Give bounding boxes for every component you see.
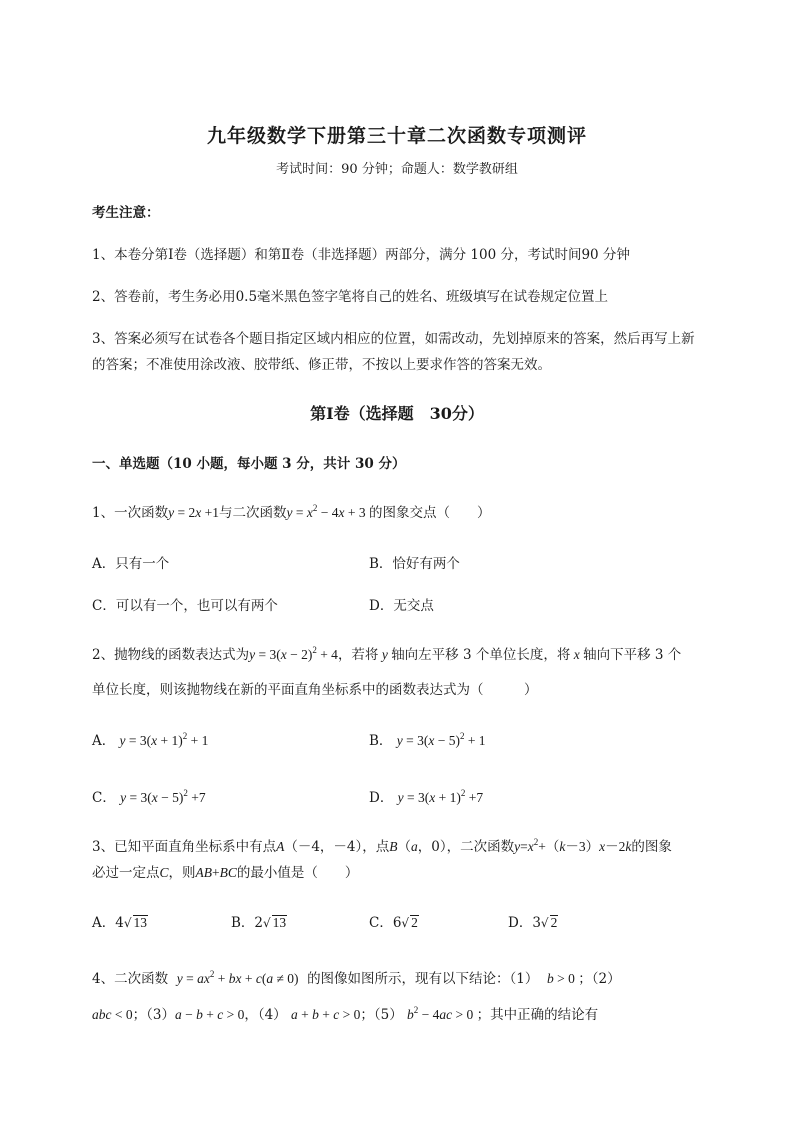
question-3-option-a: A．4√ 13 (92, 915, 147, 931)
notice-item-3-line-1: 3、答案必须写在试卷各个题目指定区域内相应的位置，如需改动，先划掉原来的答案，然后再写上新 (92, 331, 695, 347)
question-2-option-c: C． $y = 3(x - 5)^2 +7$ (92, 788, 206, 806)
question-3-option-d: D．3√ 2 (508, 915, 558, 931)
question-3-option-c: C．6√ 2 (369, 915, 418, 931)
question-3-option-b: B．2√ 13 (231, 915, 287, 931)
document-title: 九年级数学下册第三十章二次函数专项测评 (206, 125, 587, 147)
question-4-stem-line-2: abc < 0；（3）a − b + c > 0，（4） a + b + c > 0；（5） $b^2 - 4ac > 0$ ；其中正确的结论有 (92, 1005, 599, 1023)
question-2-stem-line-1: 2、抛物线的函数表达式为$y = 3(x - 2)^2 + 4$，若将 y 轴向左平移 3 个单位长度，将 x 轴向下平移 3 个 (92, 645, 682, 663)
part-heading: 一、单选题（10 小题，每小题 3 分，共计 30 分） (92, 456, 406, 472)
document-subtitle: 考试时间：90 分钟；命题人：数学教研组 (276, 162, 518, 177)
question-2-option-b: B． $y = 3(x - 5)^2 + 1$ (369, 731, 486, 749)
question-1-option-a: A．只有一个 (92, 556, 170, 572)
notice-item-2: 2、答卷前，考生务必用0.5毫米黑色签字笔将自己的姓名、班级填写在试卷规定位置上 (92, 289, 609, 305)
question-1-option-b: B．恰好有两个 (369, 556, 460, 572)
question-3-stem-line-2: 必过一定点C，则AB+BC的最小值是（ ） (92, 865, 359, 881)
question-1-stem: 1、一次函数y = 2x +1与二次函数$y = x^2 - 4x + 3$ 的图象交点（ ） (92, 503, 491, 521)
question-3-stem-line-1: 3、已知平面直角坐标系中有点A（－4，－4），点B（a，0），二次函数$y=x^2+(k-3)x-2k$的图象 (92, 837, 672, 855)
notice-item-1: 1、本卷分第Ⅰ卷（选择题）和第Ⅱ卷（非选择题）两部分，满分 100 分，考试时间90 分钟 (92, 247, 630, 263)
question-4-stem-line-1: 4、二次函数 $y = ax^2$ + bx + c(a ≠ 0) 的图像如图所示，现有以下结论：（1） b > 0 ；（2） (92, 969, 621, 987)
question-2-stem-line-2: 单位长度，则该抛物线在新的平面直角坐标系中的函数表达式为（ ） (92, 682, 538, 698)
notice-heading: 考生注意： (92, 205, 160, 221)
section-title: 第Ⅰ卷（选择题 30分） (310, 404, 484, 423)
question-2-option-a: A． $y = 3(x + 1)^2 + 1$ (92, 731, 209, 749)
notice-item-3-line-2: 的答案；不准使用涂改液、胶带纸、修正带，不按以上要求作答的答案无效。 (92, 357, 551, 373)
question-2-option-d: D． $y = 3(x + 1)^2 +7$ (369, 788, 484, 806)
question-1-option-d: D．无交点 (369, 598, 434, 614)
question-1-option-c: C．可以有一个，也可以有两个 (92, 598, 278, 614)
